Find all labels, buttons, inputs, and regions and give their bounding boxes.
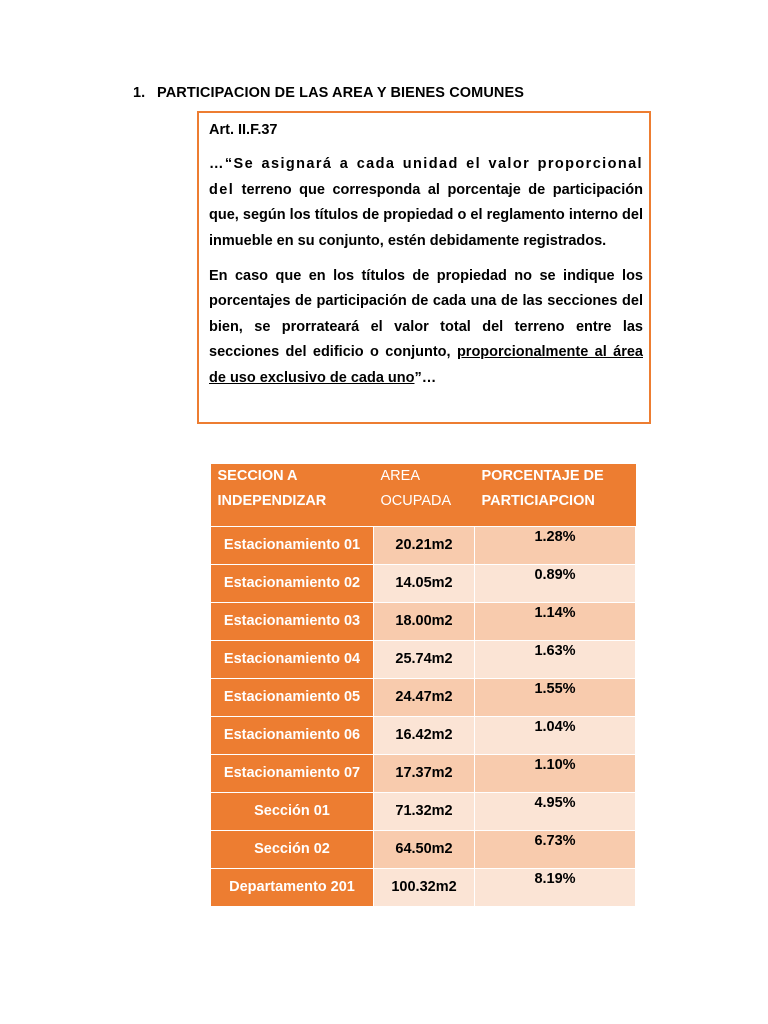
- percentage-cell: 1.55%: [475, 678, 636, 716]
- table-header-row: [211, 464, 636, 526]
- table-row: [211, 640, 636, 678]
- section-number: 1.: [133, 85, 146, 101]
- section-heading: [133, 85, 524, 101]
- section-name-cell: Sección 01: [211, 792, 374, 830]
- table-row: [211, 564, 636, 602]
- table-row: [211, 754, 636, 792]
- area-cell: 24.47m2: [374, 678, 475, 716]
- header-section: SECCION A INDEPENDIZAR: [211, 464, 374, 526]
- quote-paragraph-1: [209, 152, 643, 254]
- quote-paragraph-2-underlined: proporcionalmente al área de uso exclusivo de cada uno: [209, 344, 643, 386]
- table-row: [211, 526, 636, 564]
- percentage-cell: 1.14%: [475, 602, 636, 640]
- section-name-cell: Estacionamiento 01: [211, 526, 374, 564]
- header-percentage: PORCENTAJE DE PARTICIAPCION: [475, 464, 636, 526]
- table-row: [211, 868, 636, 906]
- table-row: [211, 792, 636, 830]
- percentage-cell: 1.04%: [475, 716, 636, 754]
- table-row: [211, 678, 636, 716]
- percentage-cell: 8.19%: [475, 868, 636, 906]
- area-cell: 64.50m2: [374, 830, 475, 868]
- section-name-cell: Estacionamiento 07: [211, 754, 374, 792]
- percentage-cell: 4.95%: [475, 792, 636, 830]
- area-cell: 25.74m2: [374, 640, 475, 678]
- article-reference: Art. II.F.37: [209, 122, 278, 138]
- area-cell: 16.42m2: [374, 716, 475, 754]
- area-cell: 20.21m2: [374, 526, 475, 564]
- section-name-cell: Estacionamiento 04: [211, 640, 374, 678]
- area-cell: 14.05m2: [374, 564, 475, 602]
- area-cell: 18.00m2: [374, 602, 475, 640]
- percentage-cell: 1.28%: [475, 526, 636, 564]
- participation-table: [210, 464, 636, 907]
- table-row: [211, 830, 636, 868]
- quote-paragraph-2: [209, 264, 643, 391]
- quote-paragraph-1-rest: terreno que corresponda al porcentaje de participación que, según los títulos de propiedad o el reglamento interno del inmueble en su conjunto, estén debidamente registrados.: [209, 181, 643, 249]
- article-quote-box: [197, 111, 651, 424]
- table-row: [211, 602, 636, 640]
- quote-paragraph-1-opening: …“Se asignará a cada unidad el valor proporcional del: [209, 156, 643, 198]
- section-name-cell: Departamento 201: [211, 868, 374, 906]
- section-title: PARTICIPACION DE LAS AREA Y BIENES COMUNES: [157, 85, 525, 101]
- area-cell: 17.37m2: [374, 754, 475, 792]
- section-name-cell: Sección 02: [211, 830, 374, 868]
- percentage-cell: 1.63%: [475, 640, 636, 678]
- area-cell: 71.32m2: [374, 792, 475, 830]
- section-name-cell: Estacionamiento 02: [211, 564, 374, 602]
- section-name-cell: Estacionamiento 06: [211, 716, 374, 754]
- section-name-cell: Estacionamiento 05: [211, 678, 374, 716]
- percentage-cell: 1.10%: [475, 754, 636, 792]
- area-cell: 100.32m2: [374, 868, 475, 906]
- quote-paragraph-2-close: ”…: [414, 369, 437, 386]
- percentage-cell: 6.73%: [475, 830, 636, 868]
- table-row: [211, 716, 636, 754]
- quote-paragraph-2-text: En caso que en los títulos de propiedad no se indique los porcentajes de participación de cada una de las secciones del bien, se prorrateará el valor total del terreno entre las secciones del edificio o conjunto,: [209, 268, 643, 361]
- header-area: AREA OCUPADA: [374, 464, 475, 526]
- percentage-cell: 0.89%: [475, 564, 636, 602]
- section-name-cell: Estacionamiento 03: [211, 602, 374, 640]
